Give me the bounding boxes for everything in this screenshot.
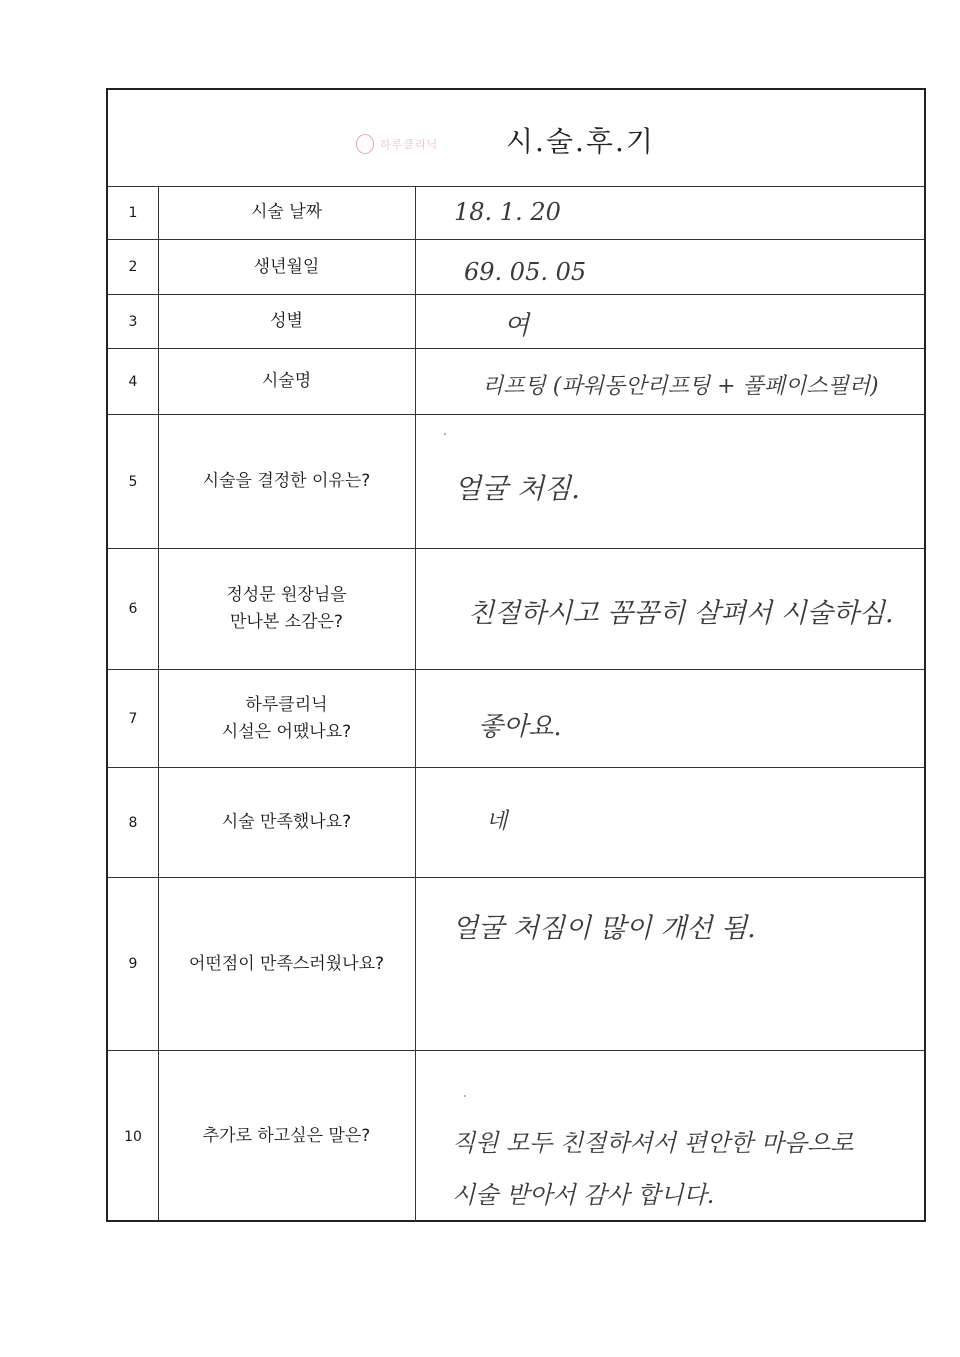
handwritten-answer-line-2: 시술 받아서 감사 합니다.	[452, 1181, 715, 1209]
handwritten-answer: 좋아요.	[478, 712, 562, 742]
scan-speck	[464, 1095, 466, 1097]
logo-ring-icon	[356, 134, 374, 154]
form-title: 시.술.후.기	[506, 125, 655, 158]
row-number: 4	[108, 349, 159, 414]
answer-cell	[416, 295, 924, 348]
question-label: 어떤점이 만족스러웠나요?	[158, 878, 416, 1050]
answer-cell	[416, 240, 924, 294]
question-label: 정성문 원장님을 만나본 소감은?	[158, 549, 416, 669]
handwritten-answer: 친절하시고 꼼꼼히 살펴서 시술하심.	[468, 598, 894, 629]
answer-cell	[416, 186, 924, 239]
handwritten-answer: 69. 05. 05	[464, 258, 587, 286]
form-row	[108, 549, 924, 670]
question-label: 시술을 결정한 이유는?	[158, 415, 416, 548]
question-label: 시술 날짜	[158, 186, 416, 239]
answer-cell	[416, 768, 924, 877]
form-row	[108, 240, 924, 295]
answer-cell	[416, 415, 924, 548]
question-label: 하루클리닉 시설은 어땠나요?	[158, 670, 416, 767]
row-number: 1	[108, 186, 159, 239]
answer-cell	[416, 549, 924, 669]
question-label: 시술 만족했나요?	[158, 768, 416, 877]
handwritten-answer: 18. 1. 20	[454, 198, 561, 226]
form-row	[108, 1051, 924, 1222]
question-label: 성별	[158, 295, 416, 348]
handwritten-answer-line-1: 직원 모두 친절하셔서 편안한 마음으로	[452, 1129, 854, 1157]
form-row	[108, 415, 924, 549]
handwritten-answer: 얼굴 처짐.	[454, 472, 580, 505]
form-header	[108, 90, 924, 187]
form-row	[108, 878, 924, 1051]
row-number: 9	[108, 878, 159, 1050]
handwritten-answer: 리프팅 (파워동안리프팅 + 풀페이스필러)	[482, 374, 879, 399]
review-form	[106, 88, 926, 1222]
row-number: 7	[108, 670, 159, 767]
clinic-logo	[356, 132, 438, 156]
question-label: 추가로 하고싶은 말은?	[158, 1051, 416, 1222]
question-label: 시술명	[158, 349, 416, 414]
question-label: 생년월일	[158, 240, 416, 294]
answer-cell	[416, 878, 924, 1050]
row-number: 6	[108, 549, 159, 669]
row-number: 2	[108, 240, 159, 294]
form-row	[108, 295, 924, 349]
handwritten-answer: 네	[486, 809, 508, 834]
logo-text: 하루클리닉	[380, 138, 439, 151]
answer-cell	[416, 349, 924, 414]
row-number: 8	[108, 768, 159, 877]
scan-speck	[444, 433, 446, 435]
form-row	[108, 186, 924, 240]
answer-cell	[416, 1051, 924, 1222]
answer-cell	[416, 670, 924, 767]
form-row	[108, 349, 924, 415]
handwritten-answer: 여	[504, 311, 530, 341]
row-number: 10	[108, 1051, 159, 1222]
form-row	[108, 768, 924, 878]
row-number: 3	[108, 295, 159, 348]
row-number: 5	[108, 415, 159, 548]
handwritten-answer: 얼굴 처짐이 많이 개선 됨.	[452, 913, 756, 944]
form-row	[108, 670, 924, 768]
